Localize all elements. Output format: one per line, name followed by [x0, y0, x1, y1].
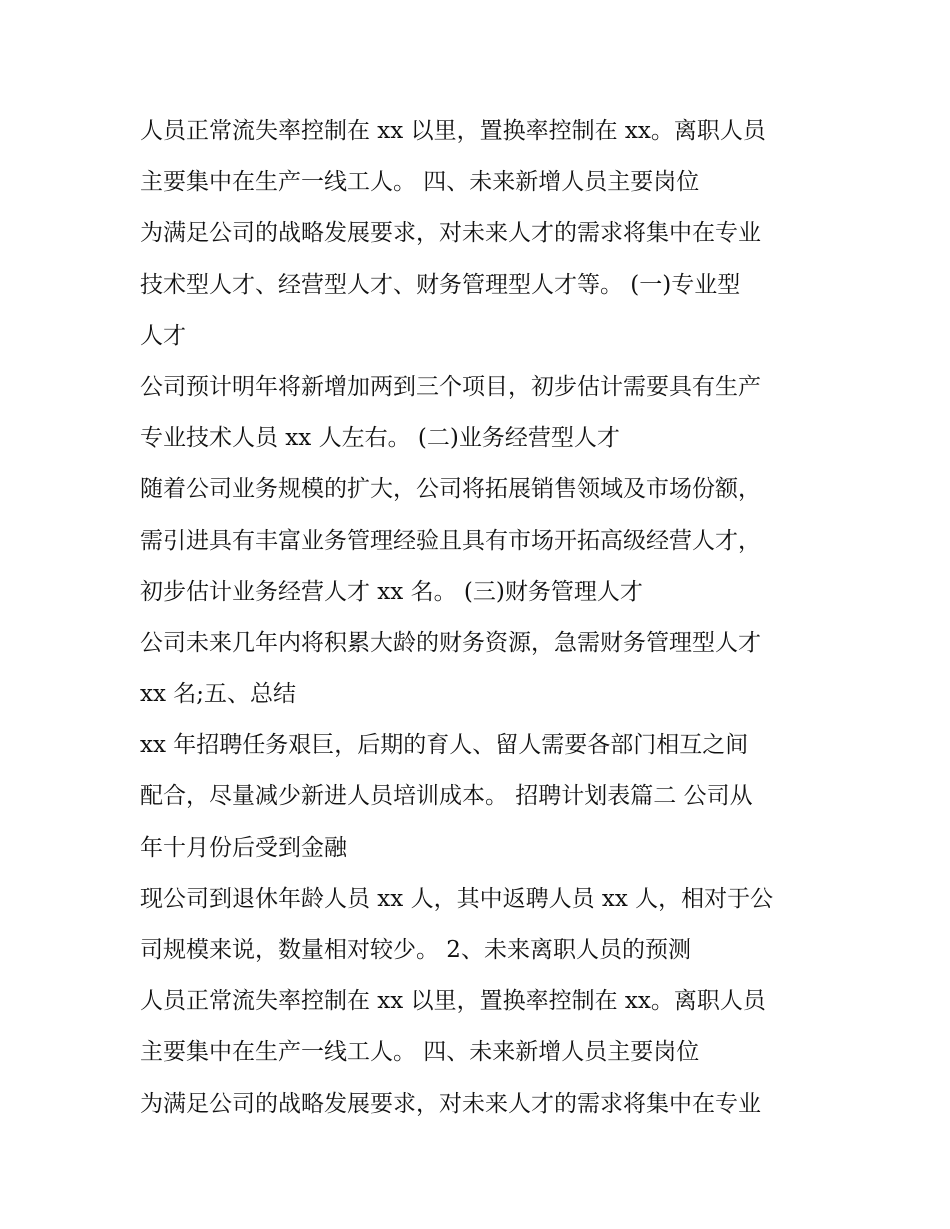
text-line: 为满足公司的战略发展要求，对未来人才的需求将集中在专业	[140, 1090, 761, 1117]
text-line: 司规模来说，数量相对较少。 2、未来离职人员的预测	[140, 937, 691, 963]
text-line: 专业技术人员 xx 人左右。 (二)业务经营型人才	[140, 425, 620, 452]
text-line: 人员正常流失率控制在 xx 以里，置换率控制在 xx。离职人员	[140, 118, 766, 144]
text-line: 人才	[140, 322, 186, 349]
text-line: xx 名;五、总结	[140, 681, 297, 708]
text-line: xx 年招聘任务艰巨，后期的育人、留人需要各部门相互之间	[140, 732, 749, 759]
text-line: 人员正常流失率控制在 xx 以里，置换率控制在 xx。离职人员	[140, 988, 766, 1015]
text-line: 公司预计明年将新增加两到三个项目，初步估计需要具有生产	[140, 373, 761, 400]
text-line: 需引进具有丰富业务管理经验且具有市场开拓高级经营人才，	[140, 527, 761, 554]
text-line: 主要集中在生产一线工人。 四、未来新增人员主要岗位	[140, 169, 700, 196]
text-line: 初步估计业务经营人才 xx 名。 (三)财务管理人才	[140, 578, 643, 605]
text-line: 年十月份后受到金融	[140, 834, 347, 861]
text-line: 为满足公司的战略发展要求，对未来人才的需求将集中在专业	[140, 220, 761, 247]
text-line: 现公司到退休年龄人员 xx 人，其中返聘人员 xx 人，相对于公	[140, 885, 774, 912]
text-line: 技术型人才、经营型人才、财务管理型人才等。 (一)专业型	[140, 271, 741, 298]
text-line: 公司未来几年内将积累大龄的财务资源，急需财务管理型人才	[140, 629, 761, 656]
text-line: 配合，尽量减少新进人员培训成本。 招聘计划表篇二 公司从	[140, 783, 753, 810]
text-line: 主要集中在生产一线工人。 四、未来新增人员主要岗位	[140, 1039, 700, 1066]
document-body	[140, 106, 830, 1130]
text-line: 随着公司业务规模的扩大，公司将拓展销售领域及市场份额，	[140, 476, 761, 503]
